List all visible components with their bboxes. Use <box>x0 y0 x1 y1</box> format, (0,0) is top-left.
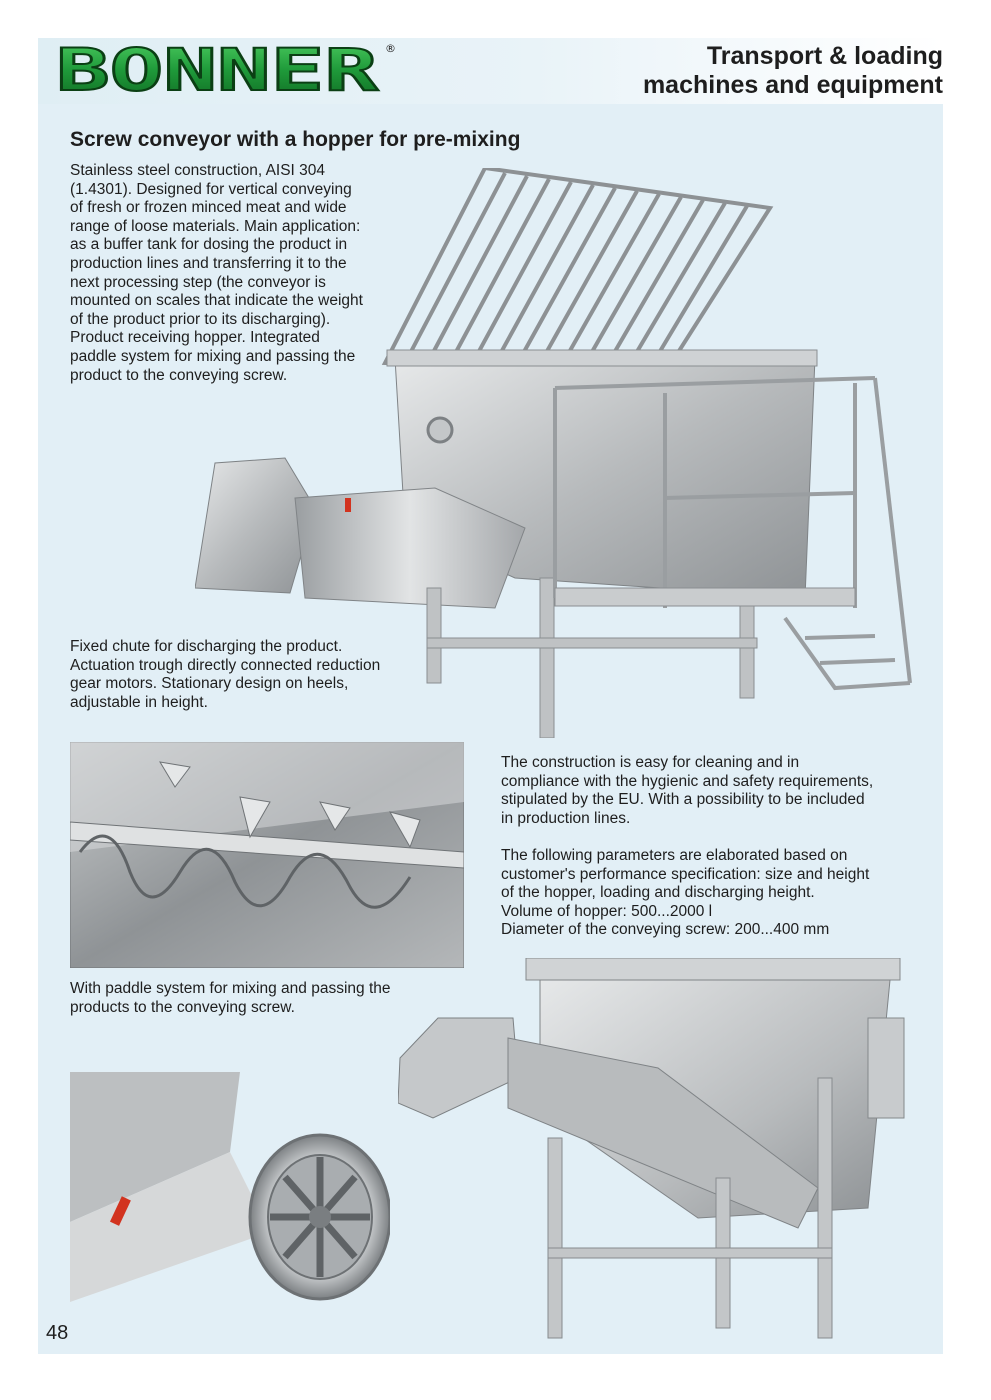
text-line: (1.4301). Designed for vertical conveying <box>70 180 352 198</box>
text-line: Actuation trough directly connected reduction <box>70 656 381 674</box>
construction-paragraph <box>501 754 873 828</box>
hopper-rim <box>387 350 817 366</box>
page-header-title <box>643 42 943 100</box>
text-line: stipulated by the EU. With a possibility to be included <box>501 791 865 809</box>
hopper-port <box>428 418 452 442</box>
text-line: With paddle system for mixing and passing the <box>70 980 391 997</box>
text-line: Stainless steel construction, AISI 304 <box>70 162 326 179</box>
text-line: Product receiving hopper. Integrated <box>70 329 320 347</box>
text-line: product to the conveying screw. <box>70 366 288 384</box>
text-line: compliance with the hygienic and safety requirements, <box>501 772 874 790</box>
text-line: customer's performance specification: size and height <box>501 865 870 883</box>
text-line: mounted on scales that indicate the weight <box>70 292 363 310</box>
text-line: Diameter of the conveying screw: 200...400 mm <box>501 921 830 939</box>
chute-paragraph <box>70 638 380 712</box>
text-line: adjustable in height. <box>70 693 208 711</box>
header-title-line2: machines and equipment <box>642 71 943 99</box>
text-line: The construction is easy for cleaning and in <box>501 754 800 771</box>
section-title: Screw conveyor with a hopper for pre-mixing <box>70 128 521 151</box>
header-title-line1: Transport & loading <box>706 42 943 70</box>
text-line: of fresh or frozen minced meat and wide <box>70 199 347 217</box>
motor-cover <box>868 1018 904 1118</box>
text-line: gear motors. Stationary design on heels, <box>70 675 349 693</box>
platform-floor <box>555 588 855 606</box>
screw-outlet-closeup-photo <box>70 1072 390 1312</box>
text-line: next processing step (the conveyor is <box>70 273 326 291</box>
text-line: Fixed chute for discharging the product. <box>70 638 343 655</box>
conveyor-side-view-photo <box>398 958 910 1344</box>
text-line: range of loose materials. Main application: <box>70 217 361 235</box>
discharge-chute <box>195 458 315 593</box>
text-line: The following parameters are elaborated based on <box>501 847 848 864</box>
page-number: 48 <box>46 1322 69 1344</box>
bonner-logo <box>52 40 397 100</box>
text-line: as a buffer tank for dosing the product in <box>70 236 348 254</box>
text-line: paddle system for mixing and passing the <box>70 347 356 365</box>
hopper-grill-lid <box>385 168 770 373</box>
hopper-rim <box>526 958 900 980</box>
outlet-flange <box>250 1135 390 1299</box>
text-line: Volume of hopper: 500...2000 l <box>501 902 713 920</box>
discharge-chute <box>398 1018 518 1118</box>
text-line: products to the conveying screw. <box>70 998 295 1016</box>
red-handle <box>345 498 351 512</box>
registered-mark: ® <box>385 42 396 55</box>
text-line: of the hopper, loading and discharging height. <box>501 884 815 902</box>
logo-wordmark: BONNER <box>56 40 379 100</box>
parameters-paragraph <box>501 847 869 940</box>
text-line: of the product prior to its discharging). <box>70 310 331 328</box>
paddle-caption <box>70 980 391 1017</box>
text-line: production lines and transferring it to the <box>70 254 347 272</box>
paddle-system-photo <box>70 742 464 968</box>
text-line: in production lines. <box>501 809 631 827</box>
